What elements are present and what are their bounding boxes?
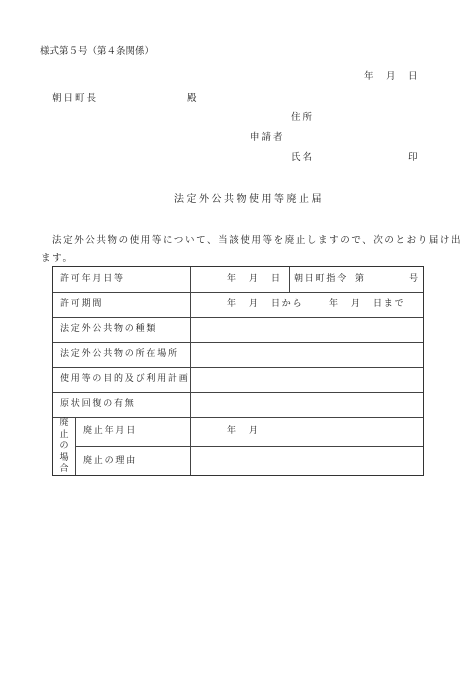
row-divider: [75, 446, 423, 447]
label-permit-date: 許可年月日等: [60, 274, 125, 284]
row-divider: [53, 392, 423, 393]
abolition-month: 月: [249, 426, 260, 436]
permit-month: 月: [249, 274, 260, 284]
label-property-location: 法定外公共物の所在場所: [60, 349, 179, 359]
label-abolition-case: 廃 止 の 場 合: [59, 418, 69, 474]
label-permit-period: 許可期間: [60, 299, 104, 309]
permit-ref-no: 第: [355, 274, 366, 284]
date-year: 年: [364, 71, 374, 82]
row-divider: [53, 292, 423, 293]
permit-ref: 朝日町指令: [294, 274, 349, 284]
address-label: 住所: [291, 112, 315, 123]
applicant-label: 申請者: [250, 132, 285, 143]
abolition-year: 年: [227, 426, 238, 436]
row-divider: [53, 417, 423, 418]
row-divider: [53, 342, 423, 343]
period-from-day: 日から: [271, 299, 304, 309]
column-divider: [289, 267, 290, 292]
period-from-month: 月: [249, 299, 260, 309]
period-to-year: 年: [329, 299, 340, 309]
body-text-line2: ます。: [41, 253, 74, 264]
row-divider: [53, 367, 423, 368]
permit-ref-go: 号: [409, 274, 420, 284]
period-to-month: 月: [351, 299, 362, 309]
label-restoration: 原状回復の有無: [60, 399, 136, 409]
honorific: 殿: [187, 93, 197, 104]
label-abolition-date: 廃止年月日: [83, 426, 138, 436]
permit-year: 年: [227, 274, 238, 284]
label-usage-purpose: 使用等の目的及び利用計画: [60, 374, 190, 384]
period-from-year: 年: [227, 299, 238, 309]
notification-table: [52, 266, 424, 476]
permit-day: 日: [271, 274, 282, 284]
period-to-day: 日まで: [373, 299, 406, 309]
label-property-type: 法定外公共物の種類: [60, 324, 158, 334]
column-divider: [75, 417, 76, 475]
label-abolition-reason: 廃止の理由: [83, 456, 138, 466]
seal-mark: 印: [408, 152, 418, 163]
addressee: 朝日町長: [52, 93, 99, 104]
column-divider: [190, 267, 191, 475]
form-number: 様式第５号（第４条関係）: [40, 46, 155, 57]
body-text-line1: 法定外公共物の使用等について、当該使用等を廃止しますので、次のとおり届け出: [52, 235, 463, 246]
name-label: 氏名: [291, 152, 315, 163]
document-title: 法定外公共物使用等廃止届: [174, 194, 324, 205]
date-day: 日: [408, 71, 418, 82]
date-month: 月: [386, 71, 396, 82]
row-divider: [53, 317, 423, 318]
